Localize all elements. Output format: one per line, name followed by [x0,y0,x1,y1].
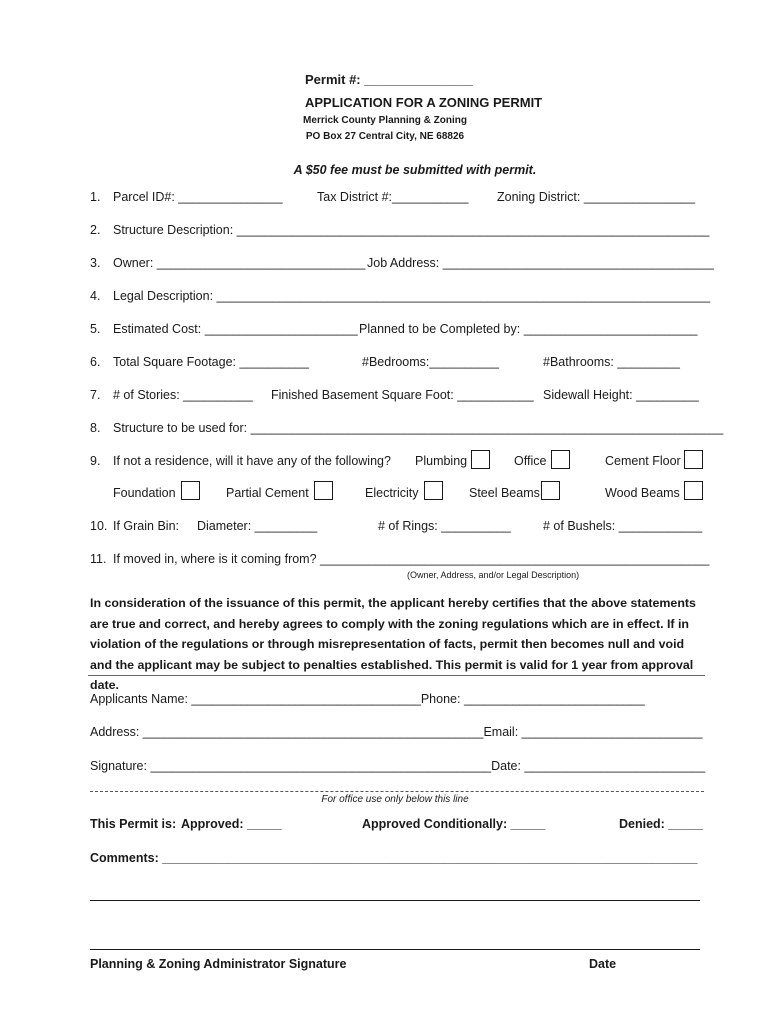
steel-beams-label: Steel Beams [469,486,540,500]
parcel-id-field[interactable]: Parcel ID#: _______________ [113,190,283,204]
cement-floor-checkbox[interactable] [684,450,703,469]
bathrooms-field[interactable]: #Bathrooms: _________ [543,355,680,369]
diameter-field[interactable]: Diameter: _________ [197,519,318,533]
fee-notice: A $50 fee must be submitted with permit. [293,163,537,177]
item-number-3: 3. [90,256,101,270]
grain-bin-label: If Grain Bin: [113,519,179,533]
office-use-divider [90,791,704,792]
foundation-label: Foundation [113,486,176,500]
structure-use-field[interactable]: Structure to be used for: ____________________________________________________________________ [113,421,724,435]
permit-number: Permit #: _______________ [305,72,473,87]
zoning-district-field[interactable]: Zoning District: ________________ [497,190,696,204]
certification-statement: In consideration of the issuance of this permit, the applicant hereby certifies that the above statements are true and correct, and hereby agrees to comply with the zoning regulations which are in effect. If in violation of the regulations or through misrepresentation of facts, permit then becomes null and void and the applicant may be subject to penalties established. This permit is valid for 1 year from approval date. [90,596,696,692]
owner-field[interactable]: Owner: ______________________________ [113,256,366,270]
moved-from-field[interactable]: If moved in, where is it coming from? ________________________________________________________ [113,552,710,566]
item-number-7: 7. [90,388,101,402]
item-number-4: 4. [90,289,101,303]
item-number-6: 6. [90,355,101,369]
electricity-checkbox[interactable] [424,481,443,500]
admin-signature-line[interactable] [90,949,700,950]
applicant-address-email-field[interactable]: Address: _________________________________________________Email: __________________________ [90,725,703,739]
admin-date-label: Date [589,957,617,971]
rings-field[interactable]: # of Rings: __________ [378,519,511,533]
item-number-10: 10. [90,519,108,533]
sidewall-height-field[interactable]: Sidewall Height: _________ [543,388,699,402]
denied-field[interactable]: Denied: _____ [619,817,704,831]
office-checkbox[interactable] [551,450,570,469]
applicant-signature-date-field[interactable]: Signature: _________________________________________________Date: __________________________ [90,759,706,773]
item-number-11: 11. [90,552,107,566]
wood-beams-label: Wood Beams [605,486,680,500]
agency-address: PO Box 27 Central City, NE 68826 [305,131,465,142]
agency-name: Merrick County Planning & Zoning [303,115,467,126]
tax-district-field[interactable]: Tax District #:___________ [317,190,469,204]
admin-signature-label: Planning & Zoning Administrator Signature [90,957,347,971]
basement-sqft-field[interactable]: Finished Basement Square Foot: ___________ [271,388,534,402]
item-number-2: 2. [90,223,101,237]
job-address-field[interactable]: Job Address: _______________________________________ [367,256,714,270]
item-number-9: 9. [90,454,101,468]
legal-description-field[interactable]: Legal Description: _______________________________________________________________________ [113,289,711,303]
permit-status-label: This Permit is: [90,817,177,831]
estimated-cost-field[interactable]: Estimated Cost: ______________________ [113,322,358,336]
electricity-label: Electricity [365,486,419,500]
square-footage-field[interactable]: Total Square Footage: __________ [113,355,309,369]
item-number-8: 8. [90,421,101,435]
cement-floor-label: Cement Floor [605,454,681,468]
bushels-field[interactable]: # of Bushels: ____________ [543,519,703,533]
partial-cement-label: Partial Cement [226,486,309,500]
approved-conditionally-field[interactable]: Approved Conditionally: _____ [362,817,546,831]
plumbing-label: Plumbing [415,454,468,468]
office-use-note: For office use only below this line [321,794,469,805]
foundation-checkbox[interactable] [181,481,200,500]
moved-from-note: (Owner, Address, and/or Legal Description) [407,570,580,580]
stories-field[interactable]: # of Stories: __________ [113,388,253,402]
bedrooms-field[interactable]: #Bedrooms:__________ [362,355,499,369]
comments-line-2[interactable] [90,900,700,901]
plumbing-checkbox[interactable] [471,450,490,469]
form-title: APPLICATION FOR A ZONING PERMIT [305,95,543,110]
certification-divider [88,675,705,676]
item-number-5: 5. [90,322,101,336]
applicant-name-phone-field[interactable]: Applicants Name: _________________________________Phone: __________________________ [90,692,645,706]
structure-description-field[interactable]: Structure Description: ____________________________________________________________________ [113,223,710,237]
office-label: Office [514,454,547,468]
approved-field[interactable]: Approved: _____ [181,817,282,831]
wood-beams-checkbox[interactable] [684,481,703,500]
steel-beams-checkbox[interactable] [541,481,560,500]
non-residence-question: If not a residence, will it have any of the following? [113,454,391,468]
completion-date-field[interactable]: Planned to be Completed by: _________________________ [359,322,698,336]
item-number-1: 1. [90,190,101,204]
comments-field[interactable]: Comments: _____________________________________________________________________________ [90,851,698,865]
partial-cement-checkbox[interactable] [314,481,333,500]
